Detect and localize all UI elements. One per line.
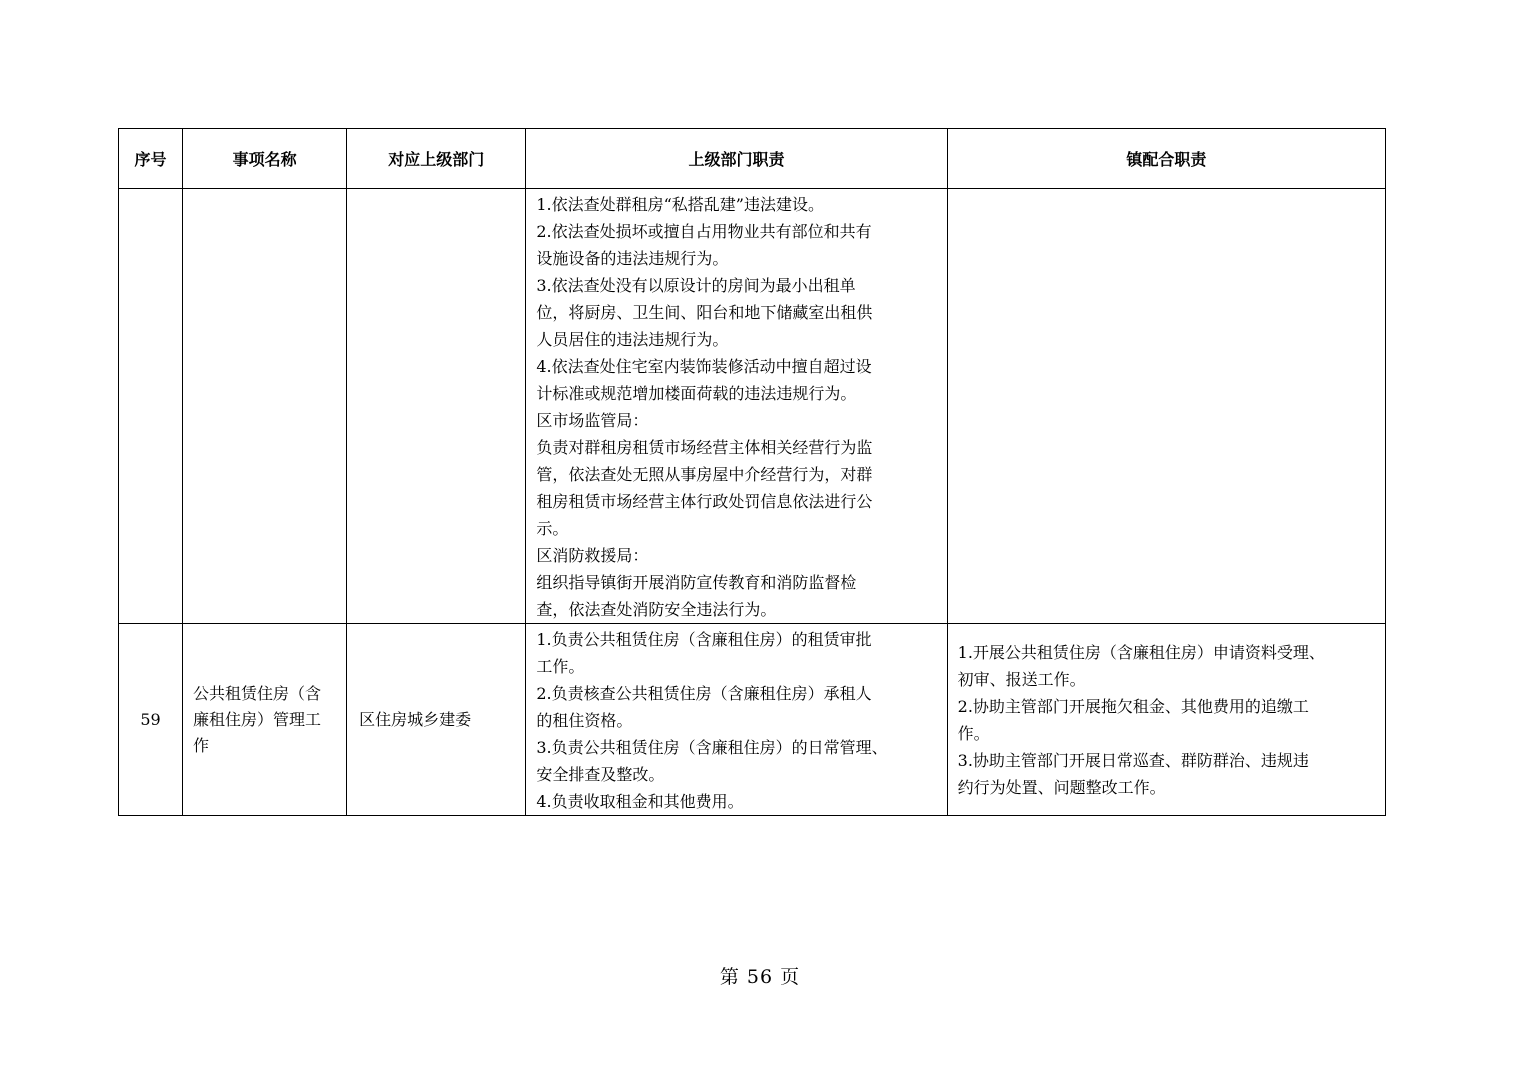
- cell-superior-dept: [347, 189, 526, 624]
- cell-item-name: [183, 189, 347, 624]
- duty-line: 的租住资格。: [536, 711, 633, 730]
- duty-line: 示。: [536, 519, 569, 538]
- duty-line: 查，依法查处消防安全违法行为。: [536, 600, 777, 619]
- name-line: 廉租住房）管理工: [193, 709, 322, 729]
- town-duty-line: 3.协助主管部门开展日常巡查、群防群治、违规违: [957, 750, 1309, 770]
- duty-line: 位，将厨房、卫生间、阳台和地下储藏室出租供: [536, 303, 873, 322]
- duty-line: 负责对群租房租赁市场经营主体相关经营行为监: [536, 438, 873, 457]
- table-row: [119, 189, 1386, 624]
- header-item-name: 事项名称: [183, 129, 347, 189]
- duty-line: 组织指导镇街开展消防宣传教育和消防监督检: [536, 573, 857, 592]
- duty-line: 计标准或规范增加楼面荷载的违法违规行为。: [536, 384, 857, 403]
- cell-item-name: [183, 624, 347, 816]
- cell-seq: 59: [119, 624, 183, 816]
- cell-town-duty: [947, 624, 1385, 816]
- duty-line: 工作。: [536, 657, 585, 676]
- town-duty-line: 2.协助主管部门开展拖欠租金、其他费用的追缴工: [957, 696, 1309, 716]
- duty-line: 2.负责核查公共租赁住房（含廉租住房）承租人: [536, 684, 872, 703]
- duty-line: 管，依法查处无照从事房屋中介经营行为，对群: [536, 465, 873, 484]
- duty-line: 人员居住的违法违规行为。: [536, 330, 729, 349]
- duty-line: 区市场监管局：: [536, 411, 649, 430]
- table-header-row: [119, 129, 1386, 189]
- duty-line: 3.负责公共租赁住房（含廉租住房）的日常管理、: [536, 738, 888, 757]
- town-duty-line: 1.开展公共租赁住房（含廉租住房）申请资料受理、: [957, 642, 1325, 662]
- cell-seq: [119, 189, 183, 624]
- duty-line: 4.依法查处住宅室内装饰装修活动中擅自超过设: [536, 357, 872, 376]
- cell-superior-duty: [526, 624, 947, 816]
- cell-superior-duty: [526, 189, 947, 624]
- header-town-duty: 镇配合职责: [947, 129, 1385, 189]
- duty-line: 设施设备的违法违规行为。: [536, 249, 729, 268]
- duty-line: 3.依法查处没有以原设计的房间为最小出租单: [536, 276, 856, 295]
- town-duty-line: 约行为处置、问题整改工作。: [957, 777, 1166, 797]
- duty-line: 区消防救援局：: [536, 546, 649, 565]
- duty-line: 安全排查及整改。: [536, 765, 665, 784]
- header-superior-dept: 对应上级部门: [347, 129, 526, 189]
- duty-line: 4.负责收取租金和其他费用。: [536, 792, 744, 811]
- duty-line: 2.依法查处损坏或擅自占用物业共有部位和共有: [536, 222, 872, 241]
- header-seq: 序号: [119, 129, 183, 189]
- duty-line: 租房租赁市场经营主体行政处罚信息依法进行公: [536, 492, 873, 511]
- cell-superior-dept: 区住房城乡建委: [347, 624, 526, 816]
- duty-line: 1.负责公共租赁住房（含廉租住房）的租赁审批: [536, 630, 872, 649]
- header-superior-duty: 上级部门职责: [526, 129, 947, 189]
- page-number: 第 56 页: [719, 966, 801, 988]
- town-duty-line: 初审、报送工作。: [957, 669, 1086, 689]
- duty-line: 1.依法查处群租房“私搭乱建”违法建设。: [536, 195, 824, 214]
- name-line: 作: [193, 735, 210, 755]
- town-duty-line: 作。: [957, 723, 990, 743]
- name-line: 公共租赁住房（含: [193, 683, 322, 703]
- table-row: [119, 624, 1386, 816]
- duty-table: [118, 128, 1386, 816]
- cell-town-duty: [947, 189, 1385, 624]
